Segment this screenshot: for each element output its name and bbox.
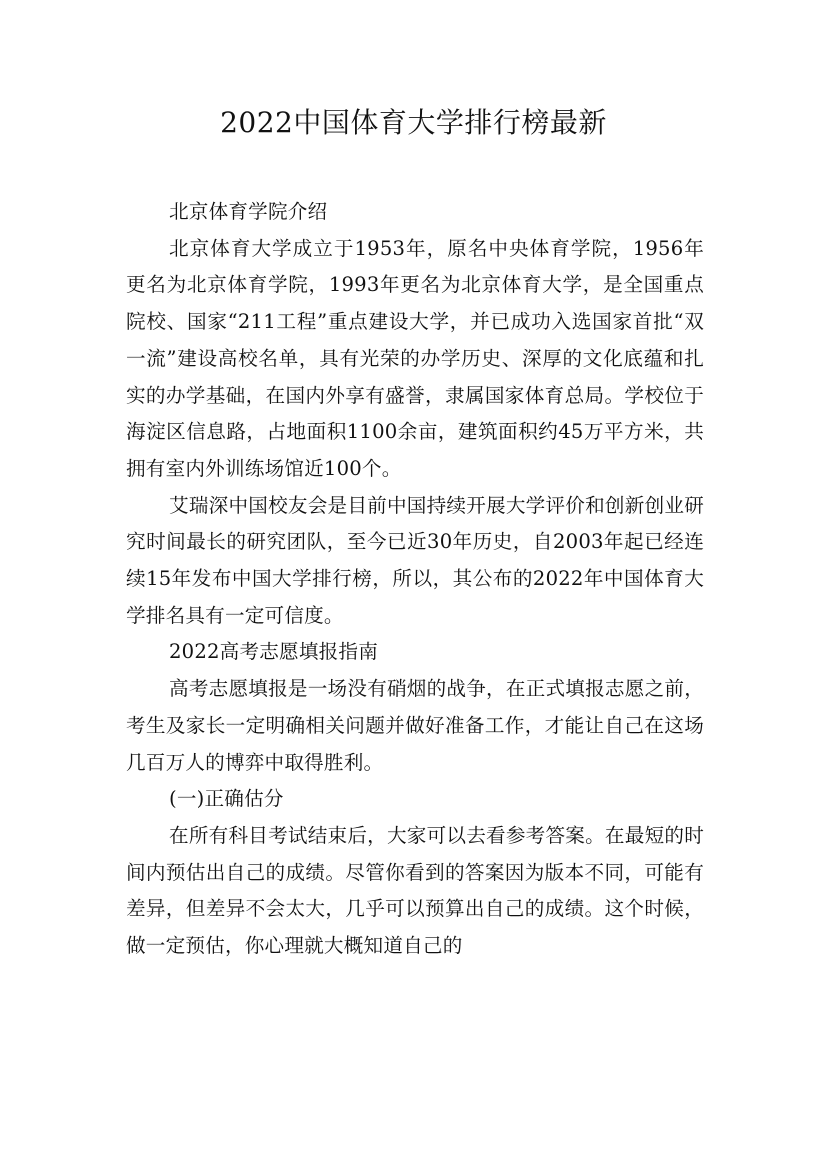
paragraph-bsu-history: 北京体育大学成立于1953年，原名中央体育学院，1956年更名为北京体育学院，1993年更名为北京体育大学，是全国重点院校、国家“211工程”重点建设大学，并已成功入选国家首批“双一流”建设高校名单，具有光荣的办学历史、深厚的文化底蕴和扎实的办学基础，在国内外享有盛誉，隶属国家体育总局。学校位于海淀区信息路，占地面积1100余亩，建筑面积约45万平方米，共拥有室内外训练场馆近100个。 <box>126 236 704 480</box>
paragraph-ranking-source: 艾瑞深中国校友会是目前中国持续开展大学评价和创新创业研究时间最长的研究团队，至今已近30年历史，自2003年起已经连续15年发布中国大学排行榜，所以，其公布的2022年中国体育大学排名具有一定可信度。 <box>126 493 704 627</box>
document-title: 2022中国体育大学排行榜最新 <box>220 106 607 139</box>
section-heading-application-guide: 2022高考志愿填报指南 <box>169 640 379 664</box>
section-heading-estimate-score: (一)正确估分 <box>169 787 284 811</box>
section-heading-bsu-intro: 北京体育学院介绍 <box>169 200 328 223</box>
paragraph-application-intro: 高考志愿填报是一场没有硝烟的战争，在正式填报志愿之前，考生及家长一定明确相关问题并做好准备工作，才能让自己在这场几百万人的博弈中取得胜利。 <box>126 677 704 774</box>
document-body <box>126 194 704 965</box>
paragraph-estimate-score: 在所有科目考试结束后，大家可以去看参考答案。在最短的时间内预估出自己的成绩。尽管你看到的答案因为版本不同，可能有差异，但差异不会太大，几乎可以预算出自己的成绩。这个时候，做一定预估，你心理就大概知道自己的 <box>126 823 704 958</box>
